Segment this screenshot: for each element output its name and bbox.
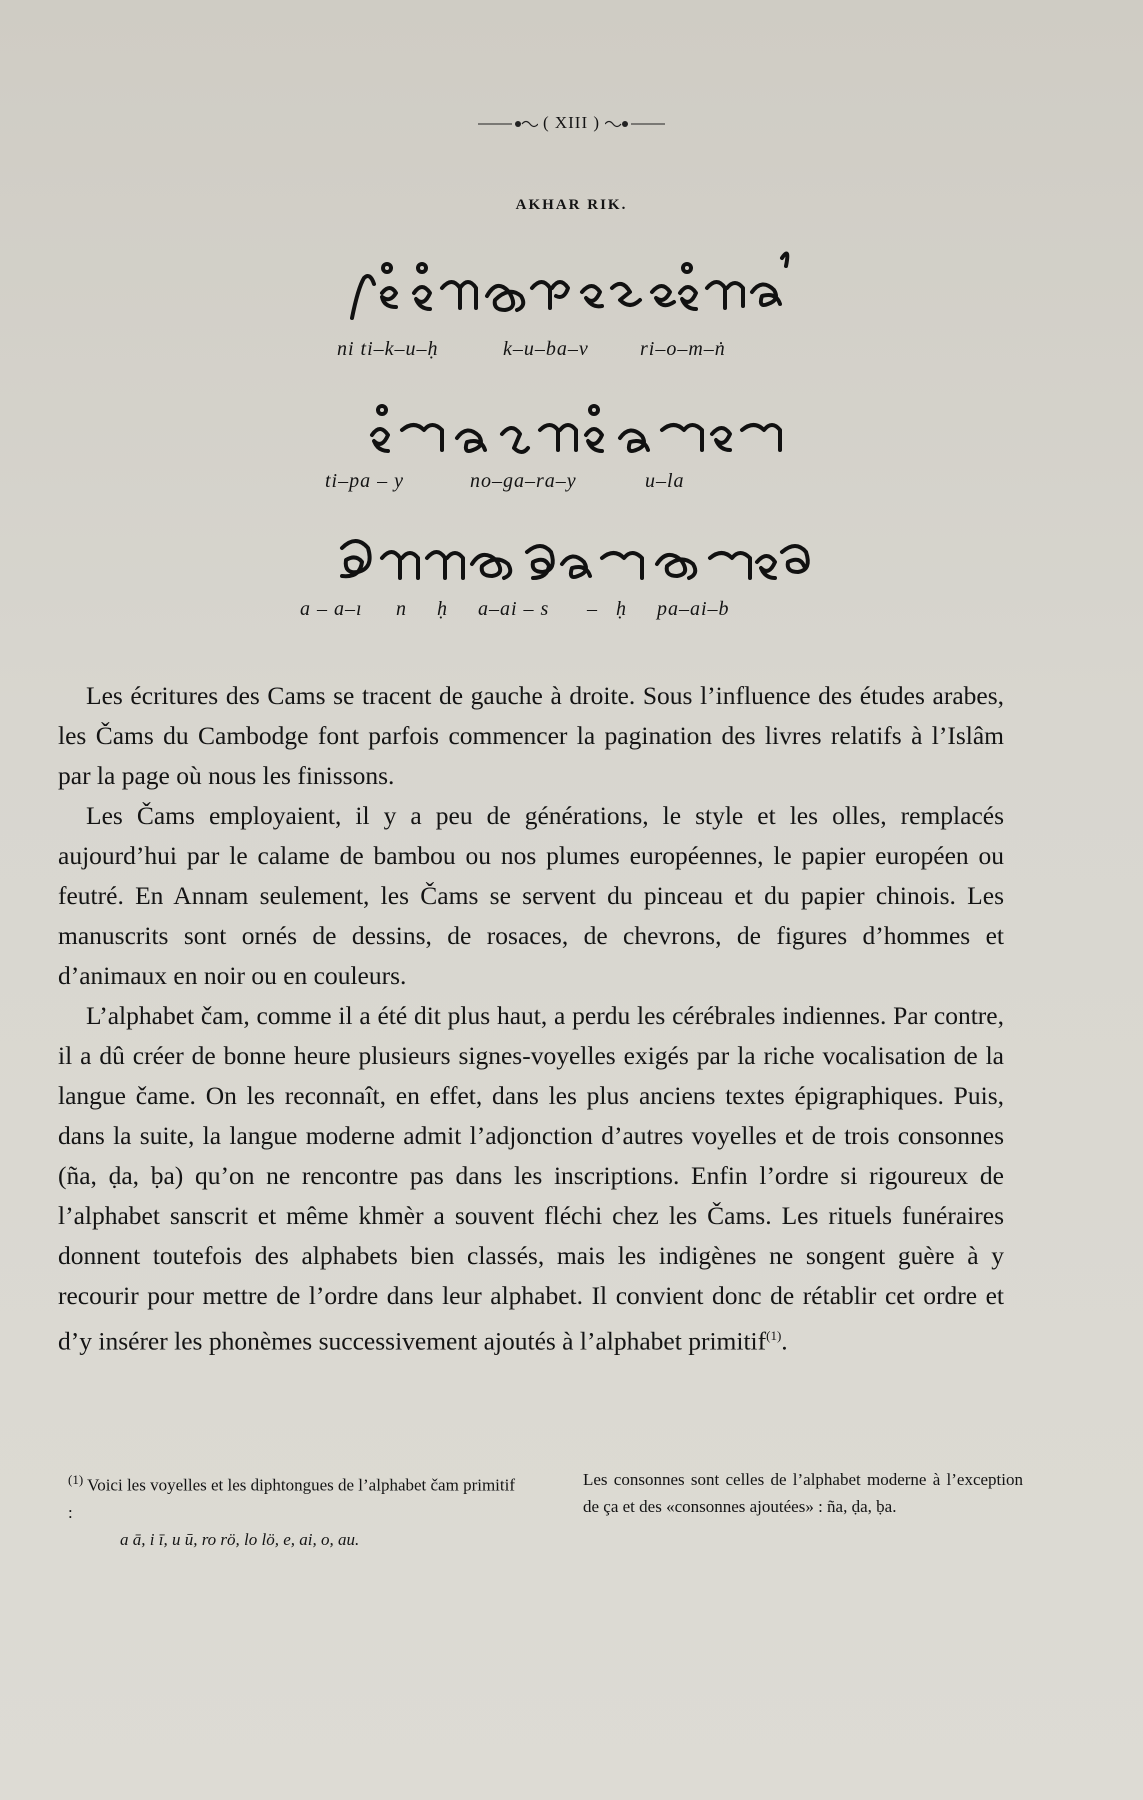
- left-ornament: [478, 118, 538, 130]
- footnote-reference: (1): [766, 1328, 782, 1343]
- page-number: ( XIII ): [542, 113, 601, 132]
- translit-1-a: ni ti–k–u–ḥ: [337, 338, 439, 360]
- section-title: AKHAR RIK.: [515, 197, 628, 213]
- translit-3-d: a–ai – s: [478, 598, 550, 620]
- translit-3-a: a – a–ı: [300, 598, 363, 620]
- body-text: [58, 676, 1004, 1362]
- translit-3-c: ḥ: [437, 598, 448, 620]
- cam-glyphs-2: [362, 400, 782, 470]
- right-ornament: [605, 118, 665, 130]
- translit-2-a: ti–pa – y: [325, 470, 404, 492]
- footnote-right-text: Les consonnes sont celles de l’alphabet moderne à l’exception de ça et des «consonnes ajoutées» : ña, ḍa, ḅa.: [583, 1470, 1023, 1516]
- translit-3-g: pa–ai–b: [657, 598, 730, 620]
- paragraph-2: Les Čams employaient, il y a peu de générations, le style et les olles, remplacés aujourd’hui par le calame de bambou ou nos plumes européennes, le papier européen ou feutré. En Annam seulement, les Čams se servent du pinceau et du papier chinois. Les manuscrits sont ornés de dessins, de rosaces, de chevrons, de figures d’hommes et d’animaux en noir ou en couleurs.: [58, 801, 1004, 990]
- translit-1-b: k–u–ba–v: [503, 338, 589, 360]
- cam-script-line-2: [0, 400, 1143, 470]
- paragraph-3: [58, 996, 1004, 1362]
- cam-glyphs-1: [342, 248, 802, 328]
- translit-3-e: –: [587, 598, 598, 620]
- cam-script-line-1: [0, 248, 1143, 328]
- paragraph-3-end: .: [781, 1326, 788, 1356]
- cam-script-line-3: [0, 528, 1143, 598]
- translit-3-f: ḥ: [616, 598, 627, 620]
- paragraph-1: Les écritures des Cams se tracent de gauche à droite. Sous l’influence des études arabes, les Čams du Cambodge font parfois commencer la pagination des livres relatifs à l’Islâm par la page où nous les finissons.: [58, 681, 1004, 790]
- footnote-right: [583, 1466, 1023, 1520]
- footnote-marker: (1): [68, 1472, 84, 1487]
- translit-3-b: n: [396, 598, 407, 620]
- cam-glyphs-3: [332, 528, 812, 598]
- translit-2-b: no–ga–ra–y: [470, 470, 577, 492]
- footnote-vowels: a ā, i ī, u ū, ro rö, lo lö, e, ai, o, au.: [120, 1529, 360, 1549]
- footnote-left-text: [68, 1466, 523, 1526]
- footnote-left-body: Voici les voyelles et les diphtongues de l’alphabet čam primitif :: [68, 1475, 516, 1522]
- footnote-left: [68, 1466, 523, 1553]
- translit-2-c: u–la: [645, 470, 685, 492]
- translit-1-c: ri–o–m–ṅ: [640, 338, 726, 360]
- paragraph-3-text: L’alphabet čam, comme il a été dit plus haut, a perdu les cérébrales indiennes. Par contre, il a dû créer de bonne heure plusieurs signes-voyelles exigés par la riche vocalisation de la langue čame. On les reconnaît, en effet, dans les plus anciens textes épigraphiques. Puis, dans la suite, la langue moderne admit l’adjonction d’autres voyelles et de trois consonnes (ña, ḍa, ḅa) qu’on ne rencontre pas dans les inscriptions. Enfin l’ordre si rigoureux de l’alphabet sanscrit et même khmèr a souvent fléchi chez les Čams. Les rituels funéraires donnent toutefois des alphabets bien classés, mais les indigènes ne songent guère à y recourir pour mettre de l’ordre dans leur alphabet. Il convient donc de rétablir cet ordre et d’y insérer les phonèmes successivement ajoutés à l’alphabet primitif: [58, 1001, 1004, 1356]
- page-header: [0, 113, 1143, 133]
